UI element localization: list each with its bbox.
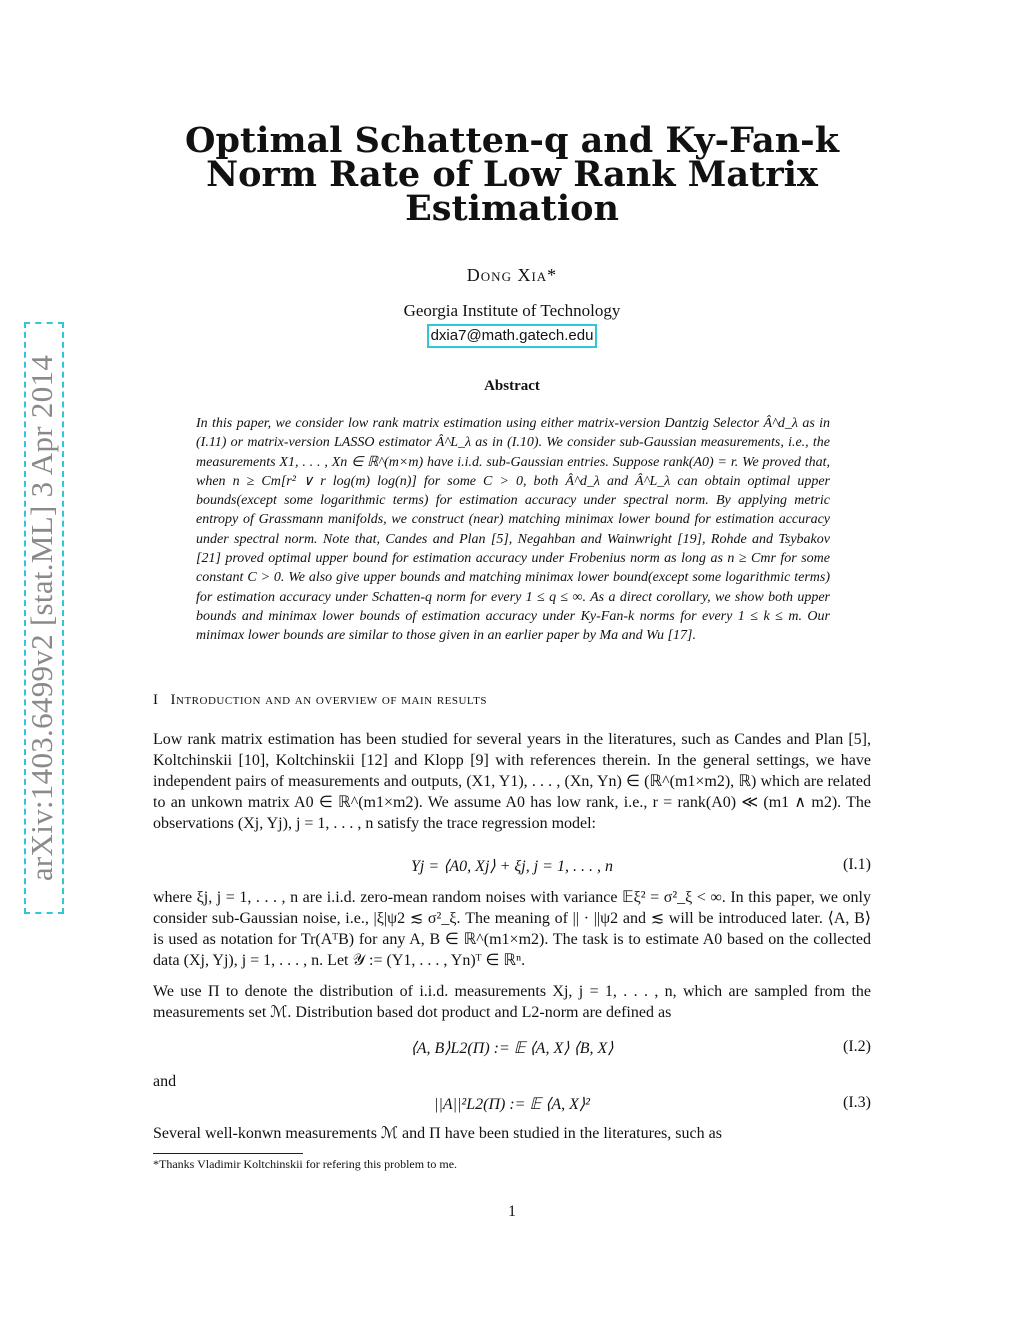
abstract-heading: Abstract <box>484 378 540 394</box>
equation-I2-body: ⟨A, B⟩L2(Π) := 𝔼 ⟨A, X⟩ ⟨B, X⟩ <box>410 1040 614 1057</box>
equation-I3-label: (I.3) <box>843 1094 871 1111</box>
section-heading <box>153 692 487 709</box>
paper-title <box>150 120 874 229</box>
author-name: Dong Xia* <box>466 265 558 285</box>
intro-paragraph-2: where ξj, j = 1, . . . , n are i.i.d. zero-mean random noises with variance 𝔼ξ² = σ²_ξ < ∞. In this paper, we only consider sub-Gaussian noise, i.e., |ξ|ψ2 ≲ σ²_ξ. The meaning of || · ||ψ2 and ≲ will be introduced later. ⟨A, B⟩ is used as notation for Tr(AᵀB) for any A, B ∈ ℝ^(m1×m2). The task is to estimate A0 based on the collected data (Xj, Yj), j = 1, . . . , n. Let 𝒴 := (Y1, . . . , Yn)ᵀ ∈ ℝⁿ. <box>153 889 871 969</box>
author-email-link[interactable]: dxia7@math.gatech.edu <box>427 324 598 348</box>
equation-I3-body: ||A||²L2(Π) := 𝔼 ⟨A, X⟩² <box>434 1096 590 1113</box>
footnote-rule <box>153 1153 303 1154</box>
title-line-2: Norm Rate of Low Rank Matrix <box>206 154 818 195</box>
author-affiliation: Georgia Institute of Technology <box>403 301 621 320</box>
intro-paragraph-1: Low rank matrix estimation has been studied for several years in the literatures, such as Candes and Plan [5], Koltchinskii [10], Koltchinskii [12] and Klopp [9] with references therein. In the general settings, we have independent pairs of measurements and outputs, (X1, Y1), . . . , (Xn, Yn) ∈ (ℝ^(m1×m2), ℝ) which are related to an unkown matrix A0 ∈ ℝ^(m1×m2). We assume A0 has low rank, i.e., r = rank(A0) ≪ (m1 ∧ m2). The observations (Xj, Yj), j = 1, . . . , n satisfy the trace regression model: <box>153 731 871 832</box>
equation-I2-label: (I.2) <box>843 1038 871 1055</box>
equation-I1-body: Yj = ⟨A0, Xj⟩ + ξj, j = 1, . . . , n <box>411 858 613 875</box>
page-number: 1 <box>508 1203 516 1220</box>
intro-paragraph-3: We use Π to denote the distribution of i.i.d. measurements Xj, j = 1, . . . , n, which are sampled from the measurements set ℳ. Distribution based dot product and L2-norm are defined as <box>153 983 871 1021</box>
section-number: I <box>153 692 159 708</box>
equation-I1-label: (I.1) <box>843 856 871 873</box>
arxiv-sidebar[interactable] <box>6 318 66 918</box>
footnote: *Thanks Vladimir Koltchinskii for refering this problem to me. <box>153 1157 458 1171</box>
arxiv-identifier[interactable]: arXiv:1403.6499v2 [stat.ML] 3 Apr 2014 <box>24 354 59 882</box>
abstract-text: In this paper, we consider low rank matrix estimation using either matrix-version Dantzig Selector Â^d_λ as in (I.11) or matrix-version LASSO estimator Â^L_λ as in (I.10). We consider sub-Gaussian measurements, i.e., the measurements X1, . . . , Xn ∈ ℝ^(m×m) have i.i.d. sub-Gaussian entries. Suppose rank(A0) = r. We proved that, when n ≥ Cm[r² ∨ r log(m) log(n)] for some C > 0, both Â^d_λ and Â^L_λ can obtain optimal upper bounds(except some logarithmic terms) for estimation accuracy under spectral norm. By applying metric entropy of Grassmann manifolds, we construct (near) matching minimax lower bound for estimation accuracy under spectral norm. Note that, Candes and Plan [5], Negahban and Wainwright [19], Rohde and Tsybakov [21] proved optimal upper bound for estimation accuracy under Frobenius norm as long as n ≥ Cmr for some constant C > 0. We also give upper bounds and matching minimax lower bound(except some logarithmic terms) for estimation accuracy under Schatten-q norm for every 1 ≤ q ≤ ∞. As a direct corollary, we show both upper bounds and minimax lower bounds of estimation accuracy under Ky-Fan-k norms for every 1 ≤ k ≤ m. Our minimax lower bounds are similar to those given in an earlier paper by Ma and Wu [17]. <box>196 416 830 644</box>
email-container <box>150 324 874 348</box>
title-line-3: Estimation <box>405 188 619 229</box>
title-line-1: Optimal Schatten-q and Ky-Fan-k <box>185 120 839 161</box>
section-title: Introduction and an overview of main results <box>170 692 487 708</box>
intro-paragraph-4: and <box>153 1073 177 1090</box>
intro-paragraph-5: Several well-konwn measurements ℳ and Π have been studied in the literatures, such as <box>153 1125 722 1142</box>
